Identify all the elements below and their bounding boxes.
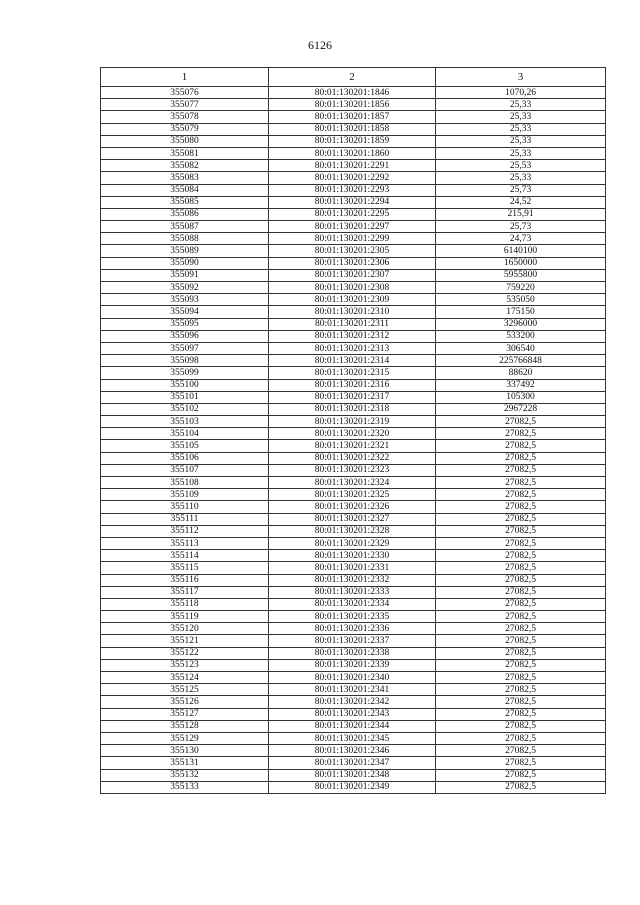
value-cell: 535050 bbox=[436, 294, 606, 306]
cadastral-number-cell: 80:01:130201:1856 bbox=[269, 99, 436, 111]
cadastral-number-cell: 80:01:130201:1860 bbox=[269, 147, 436, 159]
value-cell: 27082,5 bbox=[436, 550, 606, 562]
value-cell: 27082,5 bbox=[436, 647, 606, 659]
record-number-cell: 355080 bbox=[101, 135, 269, 147]
record-number-cell: 355104 bbox=[101, 428, 269, 440]
record-number-cell: 355118 bbox=[101, 598, 269, 610]
value-cell: 27082,5 bbox=[436, 562, 606, 574]
record-number-cell: 355116 bbox=[101, 574, 269, 586]
value-cell: 1070,26 bbox=[436, 87, 606, 99]
table-row bbox=[101, 257, 606, 269]
value-cell: 27082,5 bbox=[436, 623, 606, 635]
cadastral-number-cell: 80:01:130201:2320 bbox=[269, 428, 436, 440]
cadastral-number-cell: 80:01:130201:2335 bbox=[269, 611, 436, 623]
value-cell: 27082,5 bbox=[436, 501, 606, 513]
table-row bbox=[101, 99, 606, 111]
table-row bbox=[101, 611, 606, 623]
value-cell: 27082,5 bbox=[436, 574, 606, 586]
table-row bbox=[101, 147, 606, 159]
value-cell: 27082,5 bbox=[436, 696, 606, 708]
value-cell: 5955800 bbox=[436, 269, 606, 281]
table-row bbox=[101, 477, 606, 489]
value-cell: 27082,5 bbox=[436, 440, 606, 452]
table-row bbox=[101, 757, 606, 769]
cadastral-number-cell: 80:01:130201:2328 bbox=[269, 525, 436, 537]
record-number-cell: 355095 bbox=[101, 318, 269, 330]
record-number-cell: 355110 bbox=[101, 501, 269, 513]
page-number: 6126 bbox=[308, 38, 332, 52]
cadastral-number-cell: 80:01:130201:2338 bbox=[269, 647, 436, 659]
value-cell: 25,73 bbox=[436, 221, 606, 233]
table-row bbox=[101, 672, 606, 684]
table-row bbox=[101, 708, 606, 720]
value-cell: 2967228 bbox=[436, 403, 606, 415]
table-row bbox=[101, 440, 606, 452]
cadastral-number-cell: 80:01:130201:2342 bbox=[269, 696, 436, 708]
value-cell: 27082,5 bbox=[436, 781, 606, 793]
table-row bbox=[101, 623, 606, 635]
table-row bbox=[101, 659, 606, 671]
value-cell: 27082,5 bbox=[436, 477, 606, 489]
table-row bbox=[101, 87, 606, 99]
record-number-cell: 355094 bbox=[101, 306, 269, 318]
table-row bbox=[101, 160, 606, 172]
cadastral-number-cell: 80:01:130201:2341 bbox=[269, 684, 436, 696]
table-row bbox=[101, 172, 606, 184]
value-cell: 3296000 bbox=[436, 318, 606, 330]
value-cell: 27082,5 bbox=[436, 489, 606, 501]
table-row bbox=[101, 489, 606, 501]
value-cell: 6140100 bbox=[436, 245, 606, 257]
cadastral-number-cell: 80:01:130201:2336 bbox=[269, 623, 436, 635]
value-cell: 27082,5 bbox=[436, 635, 606, 647]
record-number-cell: 355089 bbox=[101, 245, 269, 257]
value-cell: 759220 bbox=[436, 282, 606, 294]
value-cell: 105300 bbox=[436, 391, 606, 403]
record-number-cell: 355123 bbox=[101, 659, 269, 671]
record-number-cell: 355132 bbox=[101, 769, 269, 781]
value-cell: 27082,5 bbox=[436, 672, 606, 684]
record-number-cell: 355106 bbox=[101, 452, 269, 464]
cadastral-number-cell: 80:01:130201:2293 bbox=[269, 184, 436, 196]
value-cell: 27082,5 bbox=[436, 611, 606, 623]
value-cell: 25,33 bbox=[436, 111, 606, 123]
cadastral-number-cell: 80:01:130201:2309 bbox=[269, 294, 436, 306]
table-row bbox=[101, 586, 606, 598]
table-row bbox=[101, 123, 606, 135]
table-row bbox=[101, 294, 606, 306]
value-cell: 533200 bbox=[436, 330, 606, 342]
record-number-cell: 355129 bbox=[101, 732, 269, 744]
cadastral-number-cell: 80:01:130201:2345 bbox=[269, 732, 436, 744]
table-row bbox=[101, 196, 606, 208]
cadastral-number-cell: 80:01:130201:2316 bbox=[269, 379, 436, 391]
record-number-cell: 355078 bbox=[101, 111, 269, 123]
table-row bbox=[101, 513, 606, 525]
value-cell: 27082,5 bbox=[436, 769, 606, 781]
table-row bbox=[101, 318, 606, 330]
cadastral-number-cell: 80:01:130201:2340 bbox=[269, 672, 436, 684]
record-number-cell: 355117 bbox=[101, 586, 269, 598]
value-cell: 1650000 bbox=[436, 257, 606, 269]
record-number-cell: 355122 bbox=[101, 647, 269, 659]
cadastral-number-cell: 80:01:130201:2327 bbox=[269, 513, 436, 525]
table-row bbox=[101, 416, 606, 428]
table-row bbox=[101, 221, 606, 233]
record-number-cell: 355083 bbox=[101, 172, 269, 184]
cadastral-number-cell: 80:01:130201:1859 bbox=[269, 135, 436, 147]
cadastral-number-cell: 80:01:130201:2297 bbox=[269, 221, 436, 233]
table-row bbox=[101, 282, 606, 294]
table-row bbox=[101, 245, 606, 257]
record-number-cell: 355128 bbox=[101, 720, 269, 732]
value-cell: 27082,5 bbox=[436, 513, 606, 525]
cadastral-number-cell: 80:01:130201:2315 bbox=[269, 367, 436, 379]
cadastral-number-cell: 80:01:130201:1857 bbox=[269, 111, 436, 123]
table-row bbox=[101, 208, 606, 220]
table-row bbox=[101, 647, 606, 659]
table-row bbox=[101, 428, 606, 440]
value-cell: 25,33 bbox=[436, 135, 606, 147]
table-row bbox=[101, 537, 606, 549]
value-cell: 27082,5 bbox=[436, 464, 606, 476]
value-cell: 27082,5 bbox=[436, 659, 606, 671]
table-row bbox=[101, 684, 606, 696]
value-cell: 27082,5 bbox=[436, 416, 606, 428]
cadastral-number-cell: 80:01:130201:2305 bbox=[269, 245, 436, 257]
cadastral-number-cell: 80:01:130201:2349 bbox=[269, 781, 436, 793]
cadastral-number-cell: 80:01:130201:2314 bbox=[269, 355, 436, 367]
table-header-row bbox=[101, 68, 606, 87]
cadastral-number-cell: 80:01:130201:2331 bbox=[269, 562, 436, 574]
record-number-cell: 355081 bbox=[101, 147, 269, 159]
cadastral-number-cell: 80:01:130201:2321 bbox=[269, 440, 436, 452]
record-number-cell: 355084 bbox=[101, 184, 269, 196]
table-row bbox=[101, 550, 606, 562]
cadastral-number-cell: 80:01:130201:2332 bbox=[269, 574, 436, 586]
record-number-cell: 355112 bbox=[101, 525, 269, 537]
record-number-cell: 355113 bbox=[101, 537, 269, 549]
record-number-cell: 355131 bbox=[101, 757, 269, 769]
cadastral-number-cell: 80:01:130201:2307 bbox=[269, 269, 436, 281]
value-cell: 27082,5 bbox=[436, 428, 606, 440]
record-number-cell: 355120 bbox=[101, 623, 269, 635]
cadastral-number-cell: 80:01:130201:2306 bbox=[269, 257, 436, 269]
record-number-cell: 355114 bbox=[101, 550, 269, 562]
table-row bbox=[101, 464, 606, 476]
value-cell: 27082,5 bbox=[436, 684, 606, 696]
cadastral-number-cell: 80:01:130201:2343 bbox=[269, 708, 436, 720]
value-cell: 27082,5 bbox=[436, 708, 606, 720]
record-number-cell: 355119 bbox=[101, 611, 269, 623]
table-row bbox=[101, 452, 606, 464]
value-cell: 25,33 bbox=[436, 147, 606, 159]
cadastral-number-cell: 80:01:130201:2334 bbox=[269, 598, 436, 610]
value-cell: 215,91 bbox=[436, 208, 606, 220]
cadastral-number-cell: 80:01:130201:2299 bbox=[269, 233, 436, 245]
cadastral-number-cell: 80:01:130201:2347 bbox=[269, 757, 436, 769]
cadastral-number-cell: 80:01:130201:2346 bbox=[269, 745, 436, 757]
record-number-cell: 355107 bbox=[101, 464, 269, 476]
cadastral-number-cell: 80:01:130201:2319 bbox=[269, 416, 436, 428]
table-row bbox=[101, 720, 606, 732]
table-row bbox=[101, 342, 606, 354]
record-number-cell: 355097 bbox=[101, 342, 269, 354]
table-row bbox=[101, 233, 606, 245]
cadastral-number-cell: 80:01:130201:2308 bbox=[269, 282, 436, 294]
cadastral-number-cell: 80:01:130201:2339 bbox=[269, 659, 436, 671]
value-cell: 88620 bbox=[436, 367, 606, 379]
cadastral-number-cell: 80:01:130201:2295 bbox=[269, 208, 436, 220]
record-number-cell: 355098 bbox=[101, 355, 269, 367]
value-cell: 27082,5 bbox=[436, 525, 606, 537]
record-number-cell: 355092 bbox=[101, 282, 269, 294]
value-cell: 27082,5 bbox=[436, 757, 606, 769]
cadastral-number-cell: 80:01:130201:2348 bbox=[269, 769, 436, 781]
value-cell: 25,33 bbox=[436, 123, 606, 135]
table-row bbox=[101, 135, 606, 147]
cadastral-number-cell: 80:01:130201:2324 bbox=[269, 477, 436, 489]
value-cell: 27082,5 bbox=[436, 745, 606, 757]
cadastral-number-cell: 80:01:130201:1858 bbox=[269, 123, 436, 135]
column-header-1: 1 bbox=[101, 68, 269, 87]
record-number-cell: 355102 bbox=[101, 403, 269, 415]
column-header-2: 2 bbox=[269, 68, 436, 87]
cadastral-number-cell: 80:01:130201:1846 bbox=[269, 87, 436, 99]
value-cell: 27082,5 bbox=[436, 732, 606, 744]
record-number-cell: 355121 bbox=[101, 635, 269, 647]
table-row bbox=[101, 598, 606, 610]
record-number-cell: 355105 bbox=[101, 440, 269, 452]
cadastral-number-cell: 80:01:130201:2325 bbox=[269, 489, 436, 501]
cadastral-number-cell: 80:01:130201:2310 bbox=[269, 306, 436, 318]
table-row bbox=[101, 745, 606, 757]
table-row bbox=[101, 574, 606, 586]
value-cell: 27082,5 bbox=[436, 452, 606, 464]
value-cell: 27082,5 bbox=[436, 586, 606, 598]
record-number-cell: 355096 bbox=[101, 330, 269, 342]
record-number-cell: 355126 bbox=[101, 696, 269, 708]
record-number-cell: 355085 bbox=[101, 196, 269, 208]
value-cell: 25,73 bbox=[436, 184, 606, 196]
cadastral-number-cell: 80:01:130201:2329 bbox=[269, 537, 436, 549]
record-number-cell: 355087 bbox=[101, 221, 269, 233]
record-number-cell: 355125 bbox=[101, 684, 269, 696]
record-number-cell: 355090 bbox=[101, 257, 269, 269]
record-number-cell: 355076 bbox=[101, 87, 269, 99]
record-number-cell: 355093 bbox=[101, 294, 269, 306]
record-number-cell: 355115 bbox=[101, 562, 269, 574]
value-cell: 225766848 bbox=[436, 355, 606, 367]
table-row bbox=[101, 269, 606, 281]
cadastral-number-cell: 80:01:130201:2333 bbox=[269, 586, 436, 598]
value-cell: 27082,5 bbox=[436, 537, 606, 549]
value-cell: 27082,5 bbox=[436, 720, 606, 732]
value-cell: 306540 bbox=[436, 342, 606, 354]
table-row bbox=[101, 635, 606, 647]
record-number-cell: 355133 bbox=[101, 781, 269, 793]
table-row bbox=[101, 379, 606, 391]
cadastral-number-cell: 80:01:130201:2337 bbox=[269, 635, 436, 647]
table-row bbox=[101, 330, 606, 342]
cadastral-number-cell: 80:01:130201:2317 bbox=[269, 391, 436, 403]
cadastral-number-cell: 80:01:130201:2291 bbox=[269, 160, 436, 172]
record-number-cell: 355086 bbox=[101, 208, 269, 220]
record-number-cell: 355100 bbox=[101, 379, 269, 391]
cadastral-number-cell: 80:01:130201:2322 bbox=[269, 452, 436, 464]
cadastral-number-cell: 80:01:130201:2311 bbox=[269, 318, 436, 330]
value-cell: 27082,5 bbox=[436, 598, 606, 610]
record-number-cell: 355103 bbox=[101, 416, 269, 428]
table-row bbox=[101, 781, 606, 793]
record-number-cell: 355099 bbox=[101, 367, 269, 379]
cadastral-number-cell: 80:01:130201:2323 bbox=[269, 464, 436, 476]
table-row bbox=[101, 769, 606, 781]
cadastral-number-cell: 80:01:130201:2326 bbox=[269, 501, 436, 513]
table-row bbox=[101, 184, 606, 196]
table-row bbox=[101, 696, 606, 708]
table-row bbox=[101, 525, 606, 537]
cadastral-number-cell: 80:01:130201:2313 bbox=[269, 342, 436, 354]
value-cell: 25,33 bbox=[436, 172, 606, 184]
record-number-cell: 355077 bbox=[101, 99, 269, 111]
record-number-cell: 355124 bbox=[101, 672, 269, 684]
record-number-cell: 355091 bbox=[101, 269, 269, 281]
record-number-cell: 355111 bbox=[101, 513, 269, 525]
cadastral-number-cell: 80:01:130201:2330 bbox=[269, 550, 436, 562]
record-number-cell: 355130 bbox=[101, 745, 269, 757]
value-cell: 337492 bbox=[436, 379, 606, 391]
record-number-cell: 355109 bbox=[101, 489, 269, 501]
record-number-cell: 355127 bbox=[101, 708, 269, 720]
table-row bbox=[101, 732, 606, 744]
record-number-cell: 355108 bbox=[101, 477, 269, 489]
table-row bbox=[101, 391, 606, 403]
value-cell: 24,52 bbox=[436, 196, 606, 208]
table-row bbox=[101, 403, 606, 415]
cadastral-number-cell: 80:01:130201:2294 bbox=[269, 196, 436, 208]
table-row bbox=[101, 355, 606, 367]
table-row bbox=[101, 306, 606, 318]
column-header-3: 3 bbox=[436, 68, 606, 87]
value-cell: 25,33 bbox=[436, 99, 606, 111]
table-row bbox=[101, 501, 606, 513]
data-table bbox=[100, 67, 606, 794]
value-cell: 24,73 bbox=[436, 233, 606, 245]
record-number-cell: 355079 bbox=[101, 123, 269, 135]
record-number-cell: 355082 bbox=[101, 160, 269, 172]
cadastral-number-cell: 80:01:130201:2292 bbox=[269, 172, 436, 184]
table-row bbox=[101, 562, 606, 574]
table-body bbox=[101, 87, 606, 794]
cadastral-number-cell: 80:01:130201:2312 bbox=[269, 330, 436, 342]
table-row bbox=[101, 111, 606, 123]
cadastral-number-cell: 80:01:130201:2344 bbox=[269, 720, 436, 732]
value-cell: 25,53 bbox=[436, 160, 606, 172]
value-cell: 175150 bbox=[436, 306, 606, 318]
cadastral-number-cell: 80:01:130201:2318 bbox=[269, 403, 436, 415]
table-row bbox=[101, 367, 606, 379]
record-number-cell: 355088 bbox=[101, 233, 269, 245]
record-number-cell: 355101 bbox=[101, 391, 269, 403]
